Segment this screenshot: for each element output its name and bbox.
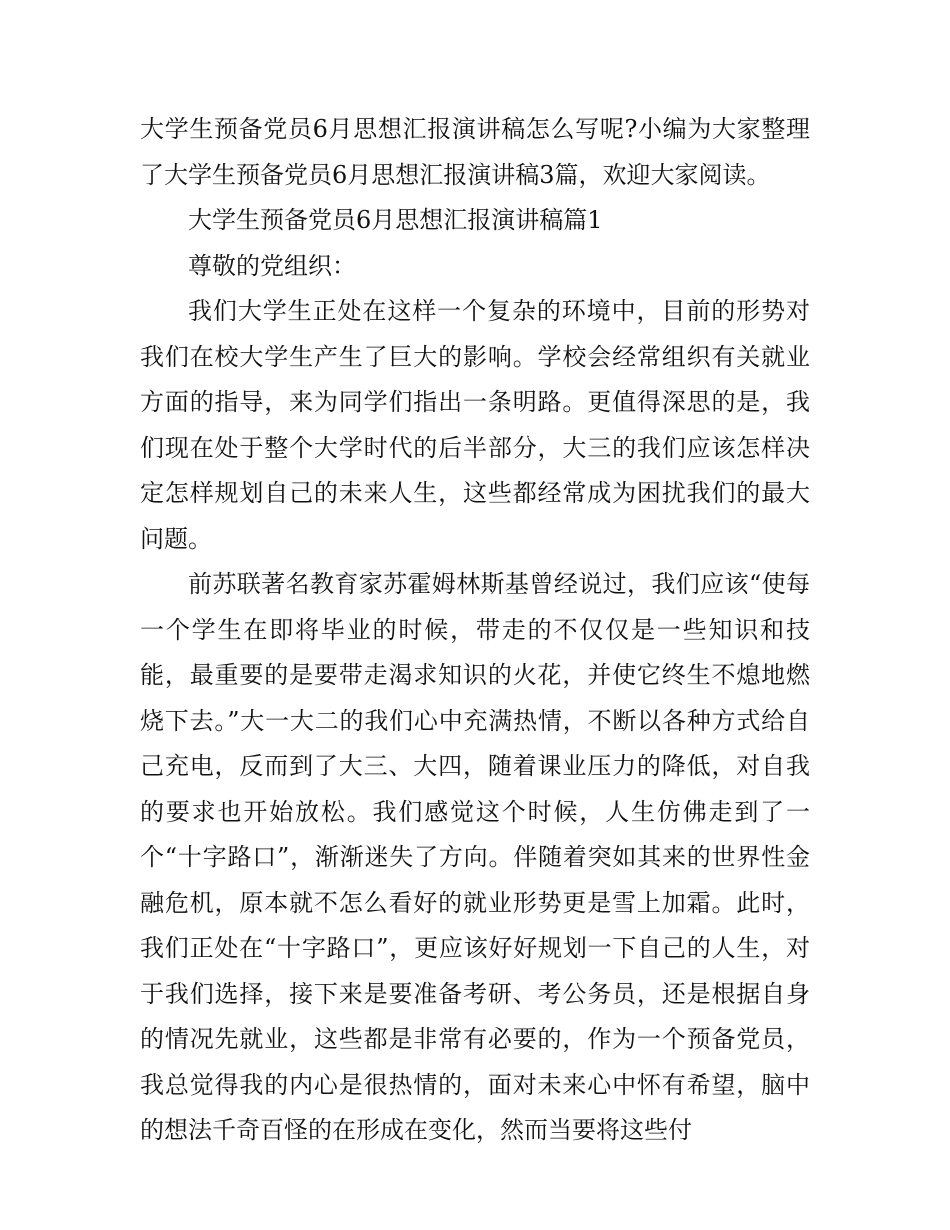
document-body xyxy=(140,107,810,1154)
body-paragraph: 前苏联著名教育家苏霍姆林斯基曾经说过，我们应该“使每一个学生在即将毕业的时候，带走的不仅仅是一些知识和技能，最重要的是要带走渴求知识的火花，并使它终生不熄地燃烧下去。”大一大二的我们心中充满热情，不断以各种方式给自己充电，反而到了大三、大四，随着课业压力的降低，对自我的要求也开始放松。我们感觉这个时候，人生仿佛走到了一个“十字路口”，渐渐迷失了方向。伴随着突如其来的世界性金融危机，原本就不怎么看好的就业形势更是雪上加霜。此时，我们正处在“十字路口”，更应该好好规划一下自己的人生，对于我们选择，接下来是要准备考研、考公务员，还是根据自身的情况先就业，这些都是非常有必要的，作为一个预备党员，我总觉得我的内心是很热情的，面对未来心中怀有希望，脑中的想法千奇百怪的在形成在变化，然而当要将这些付 xyxy=(140,570,810,1144)
body-paragraph: 我们大学生正处在这样一个复杂的环境中，目前的形势对我们在校大学生产生了巨大的影响。学校会经常组织有关就业方面的指导，来为同学们指出一条明路。更值得深思的是，我们现在处于整个大学时代的后半部分，大三的我们应该怎样决定怎样规划自己的未来人生，这些都经常成为困扰我们的最大问题。 xyxy=(140,297,810,553)
salutation: 尊敬的党组织： xyxy=(188,251,356,280)
intro-paragraph: 大学生预备党员6月思想汇报演讲稿怎么写呢?小编为大家整理了大学生预备党员6月思想汇报演讲稿3篇，欢迎大家阅读。 xyxy=(140,115,810,189)
section-heading: 大学生预备党员6月思想汇报演讲稿篇1 xyxy=(188,206,603,234)
